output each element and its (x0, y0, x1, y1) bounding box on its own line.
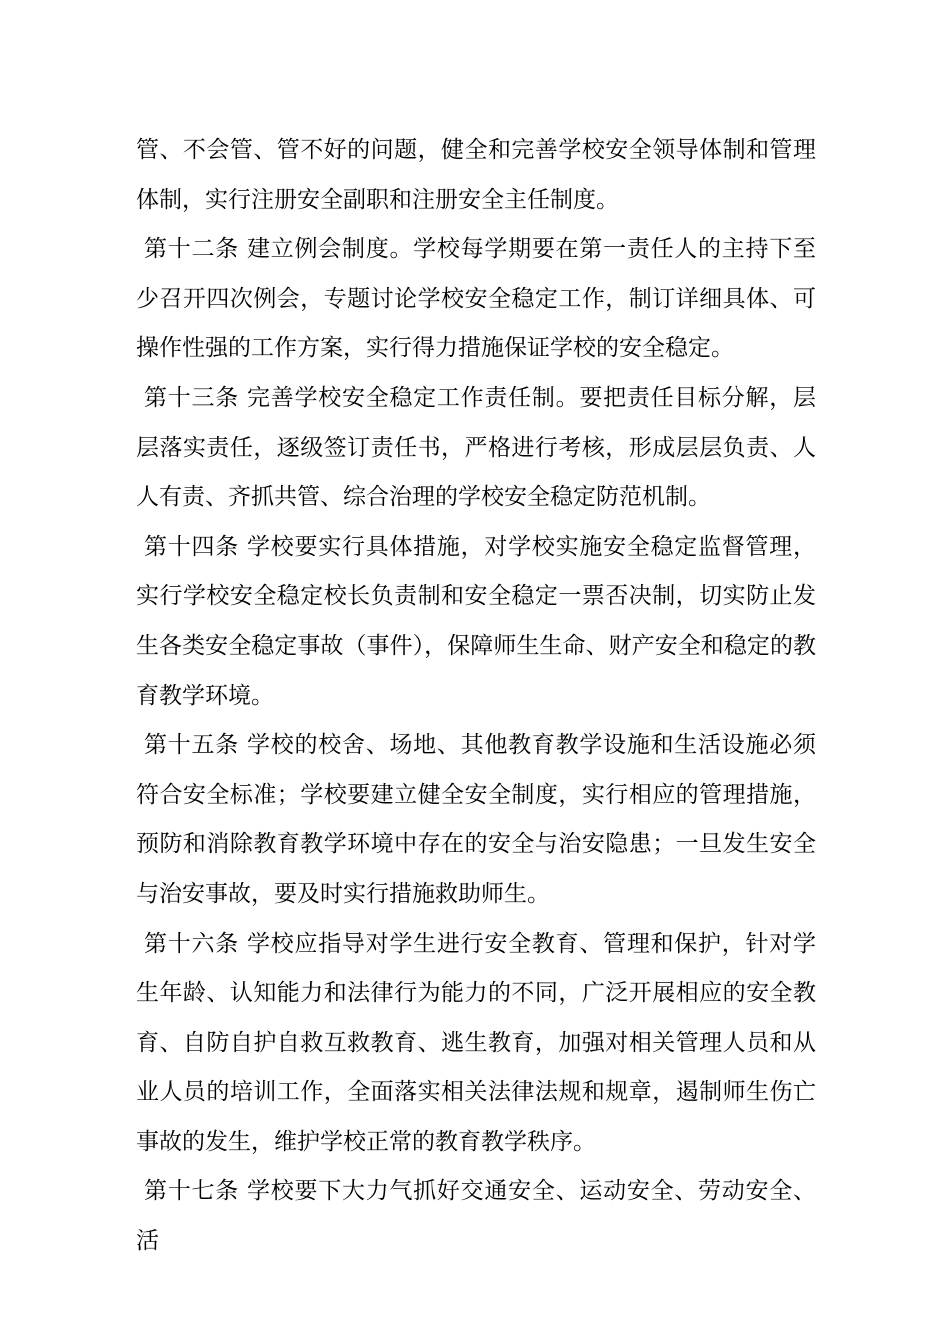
paragraph-article-16: 第十六条 学校应指导对学生进行安全教育、管理和保护，针对学生年龄、认知能力和法律行为能力的不同，广泛开展相应的安全教育、自防自护自救互救教育、逃生教育，加强对相关管理人员和从业人员的培训工作，全面落实相关法律法规和规章，遏制师生伤亡事故的发生，维护学校正常的教育教学秩序。 (136, 930, 816, 1155)
document-body (136, 126, 816, 1267)
paragraph-continuation: 管、不会管、管不好的问题，健全和完善学校安全领导体制和管理体制，实行注册安全副职和注册安全主任制度。 (136, 137, 816, 213)
paragraph-article-13: 第十三条 完善学校安全稳定工作责任制。要把责任目标分解，层层落实责任，逐级签订责任书，严格进行考核，形成层层负责、人人有责、齐抓共管、综合治理的学校安全稳定防范机制。 (136, 384, 816, 511)
paragraph-article-14: 第十四条 学校要实行具体措施，对学校实施安全稳定监督管理，实行学校安全稳定校长负责制和安全稳定一票否决制，切实防止发生各类安全稳定事故（事件），保障师生生命、财产安全和稳定的教育教学环境。 (136, 533, 816, 709)
paragraph-article-17: 第十七条 学校要下大力气抓好交通安全、运动安全、劳动安全、活 (136, 1178, 816, 1255)
paragraph-article-12: 第十二条 建立例会制度。学校每学期要在第一责任人的主持下至少召开四次例会，专题讨论学校安全稳定工作，制订详细具体、可操作性强的工作方案，实行得力措施保证学校的安全稳定。 (136, 236, 816, 362)
paragraph-article-15: 第十五条 学校的校舍、场地、其他教育教学设施和生活设施必须符合安全标准；学校要建立健全安全制度，实行相应的管理措施，预防和消除教育教学环境中存在的安全与治安隐患；一旦发生安全与治安事故，要及时实行措施救助师生。 (136, 732, 816, 907)
